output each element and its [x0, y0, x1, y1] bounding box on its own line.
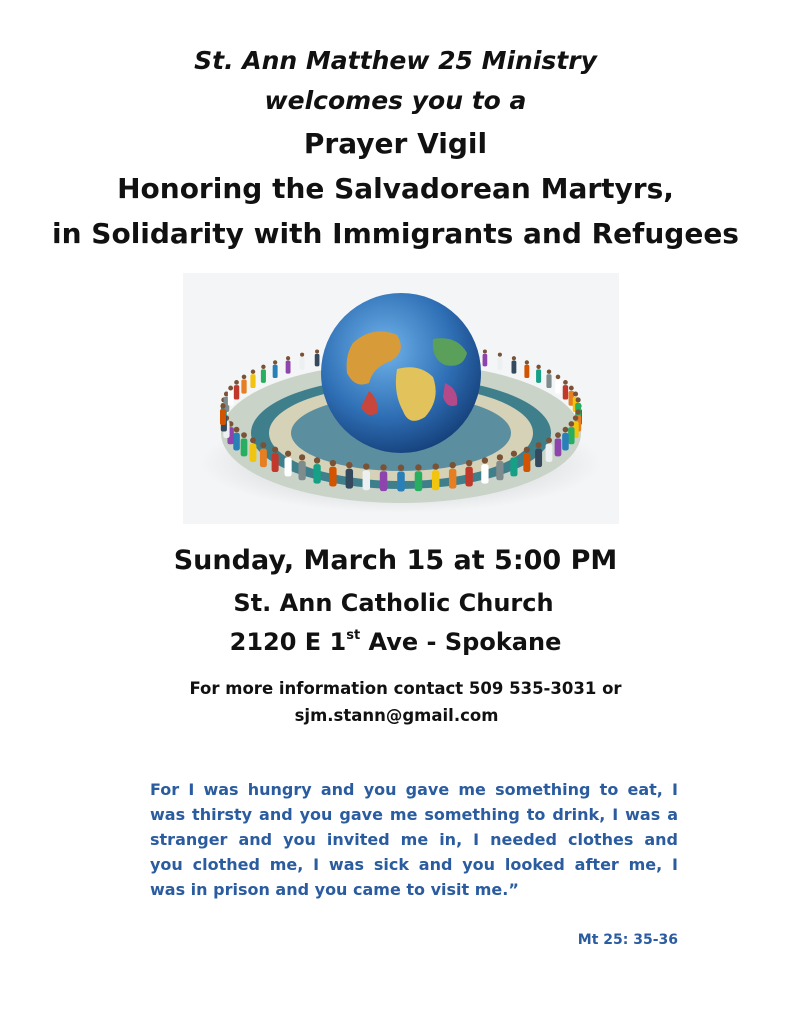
solidarity-line: in Solidarity with Immigrants and Refugees	[52, 217, 739, 250]
contact-email: sjm.stann@gmail.com	[294, 706, 499, 725]
verse-line: was thirsty and you gave me something to drink, I was a	[150, 805, 678, 824]
event-datetime: Sunday, March 15 at 5:00 PM	[173, 545, 618, 576]
verse-line: For I was hungry and you gave me something to eat, I	[150, 780, 678, 799]
venue-name: St. Ann Catholic Church	[233, 589, 554, 617]
honoring-line: Honoring the Salvadorean Martyrs,	[117, 172, 674, 205]
venue-address	[0, 628, 791, 656]
address-city: Ave - Spokane	[360, 628, 562, 656]
scripture-verse	[150, 777, 678, 902]
address-street: 2120 E 1	[229, 628, 347, 656]
scripture-citation: Mt 25: 35-36	[577, 932, 678, 948]
verse-line: you clothed me, I was sick and you looked after me, I	[150, 855, 678, 874]
ministry-name: St. Ann Matthew 25 Ministry	[194, 46, 597, 75]
address-ordinal: st	[346, 628, 361, 643]
event-title: Prayer Vigil	[303, 127, 488, 160]
welcome-line: welcomes you to a	[264, 86, 527, 115]
globe-people-image	[183, 273, 619, 524]
verse-line: was in prison and you came to visit me.”	[150, 880, 519, 899]
contact-line: For more information contact 509 535-3031 or	[189, 679, 622, 698]
globe-with-circle-of-people-icon	[183, 273, 619, 524]
verse-line: stranger and you invited me in, I needed clothes and	[150, 830, 678, 849]
